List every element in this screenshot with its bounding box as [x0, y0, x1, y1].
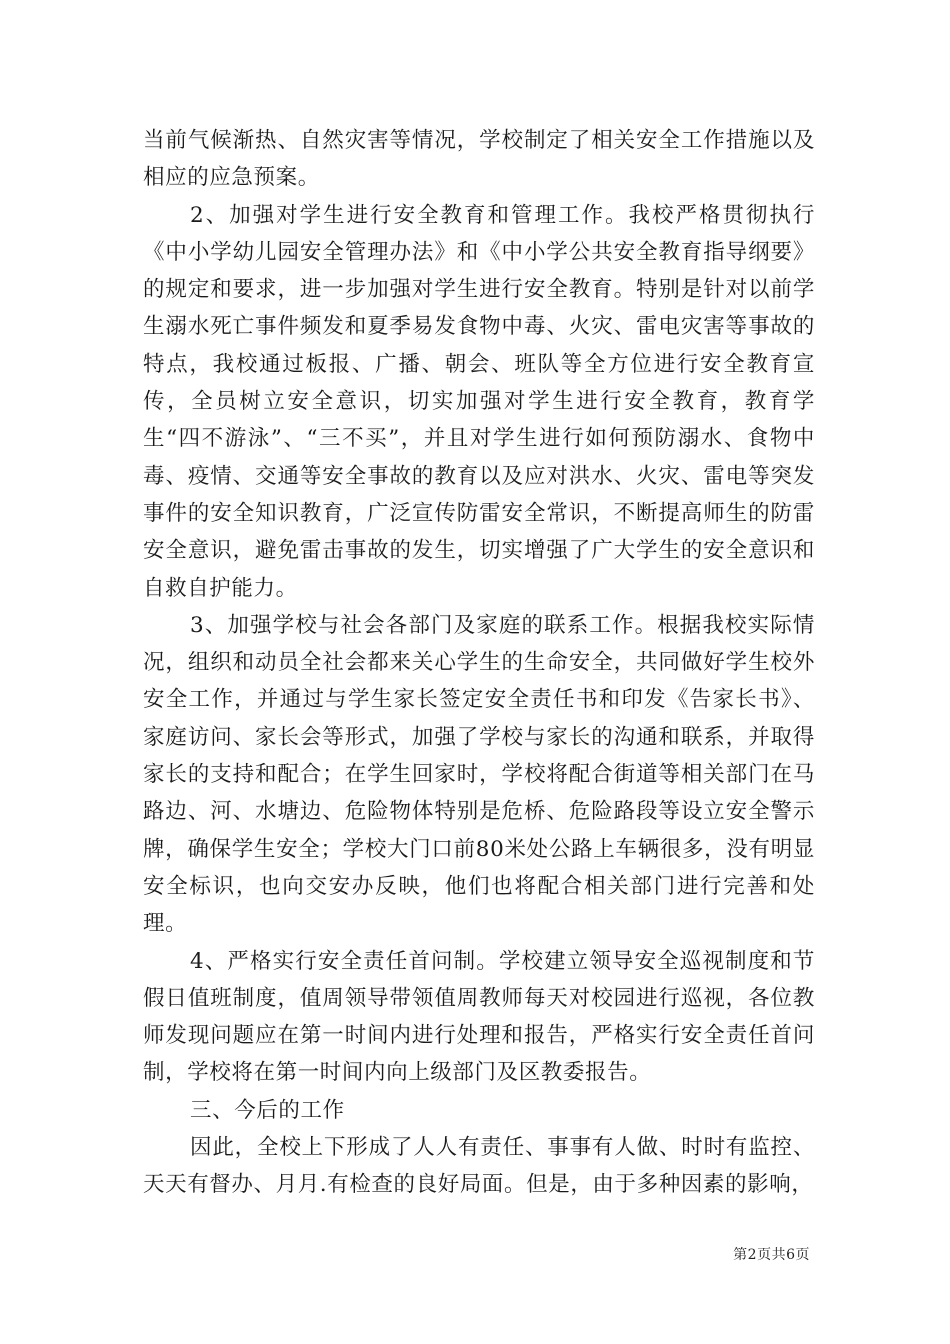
page-number-footer: 第2页共6页	[733, 1247, 810, 1263]
section-heading: 三、今后的工作	[190, 1097, 345, 1123]
paragraph-3: 3、加强学校与社会各部门及家庭的联系工作。根据我校实际情况，组织和动员全社会都来关心学生的生命安全，共同做好学生校外安全工作，并通过与学生家长签定安全责任书和印发《告家长书》、家庭访问、家长会等形式，加强了学校与家长的沟通和联系，并取得家长的支持和配合；在学生回家时，学校将配合街道等相关部门在马路边、河、水塘边、危险物体特别是危桥、危险路段等设立安全警示牌，确保学生安全；学校大门口前80米处公路上车辆很多，没有明显安全标识，也向交安办反映，他们也将配合相关部门进行完善和处理。	[143, 612, 815, 937]
paragraph-5: 因此，全校上下形成了人人有责任、事事有人做、时时有监控、天天有督办、月月.有检查的良好局面。但是，由于多种因素的影响，	[143, 1135, 815, 1198]
paragraph-2: 2、加强对学生进行安全教育和管理工作。我校严格贯彻执行《中小学幼儿园安全管理办法》和《中小学公共安全教育指导纲要》的规定和要求，进一步加强对学生进行安全教育。特别是针对以前学生溺水死亡事件频发和夏季易发食物中毒、火灾、雷电灾害等事故的特点，我校通过板报、广播、朝会、班队等全方位进行安全教育宣传，全员树立安全意识，切实加强对学生进行安全教育，教育学生“四不游泳”、“三不买”，并且对学生进行如何预防溺水、食物中毒、疫情、交通等安全事故的教育以及应对洪水、火灾、雷电等突发事件的安全知识教育，广泛宣传防雷安全常识，不断提高师生的防雷安全意识，避免雷击事故的发生，切实增强了广大学生的安全意识和自救自护能力。	[143, 202, 815, 601]
document-body	[143, 122, 815, 1204]
paragraph-1: 当前气候渐热、自然灾害等情况，学校制定了相关安全工作措施以及相应的应急预案。	[143, 128, 815, 191]
paragraph-4: 4、严格实行安全责任首问制。学校建立领导安全巡视制度和节假日值班制度，值周领导带领值周教师每天对校园进行巡视，各位教师发现问题应在第一时间内进行处理和报告，严格实行安全责任首问制，学校将在第一时间内向上级部门及区教委报告。	[143, 948, 815, 1086]
